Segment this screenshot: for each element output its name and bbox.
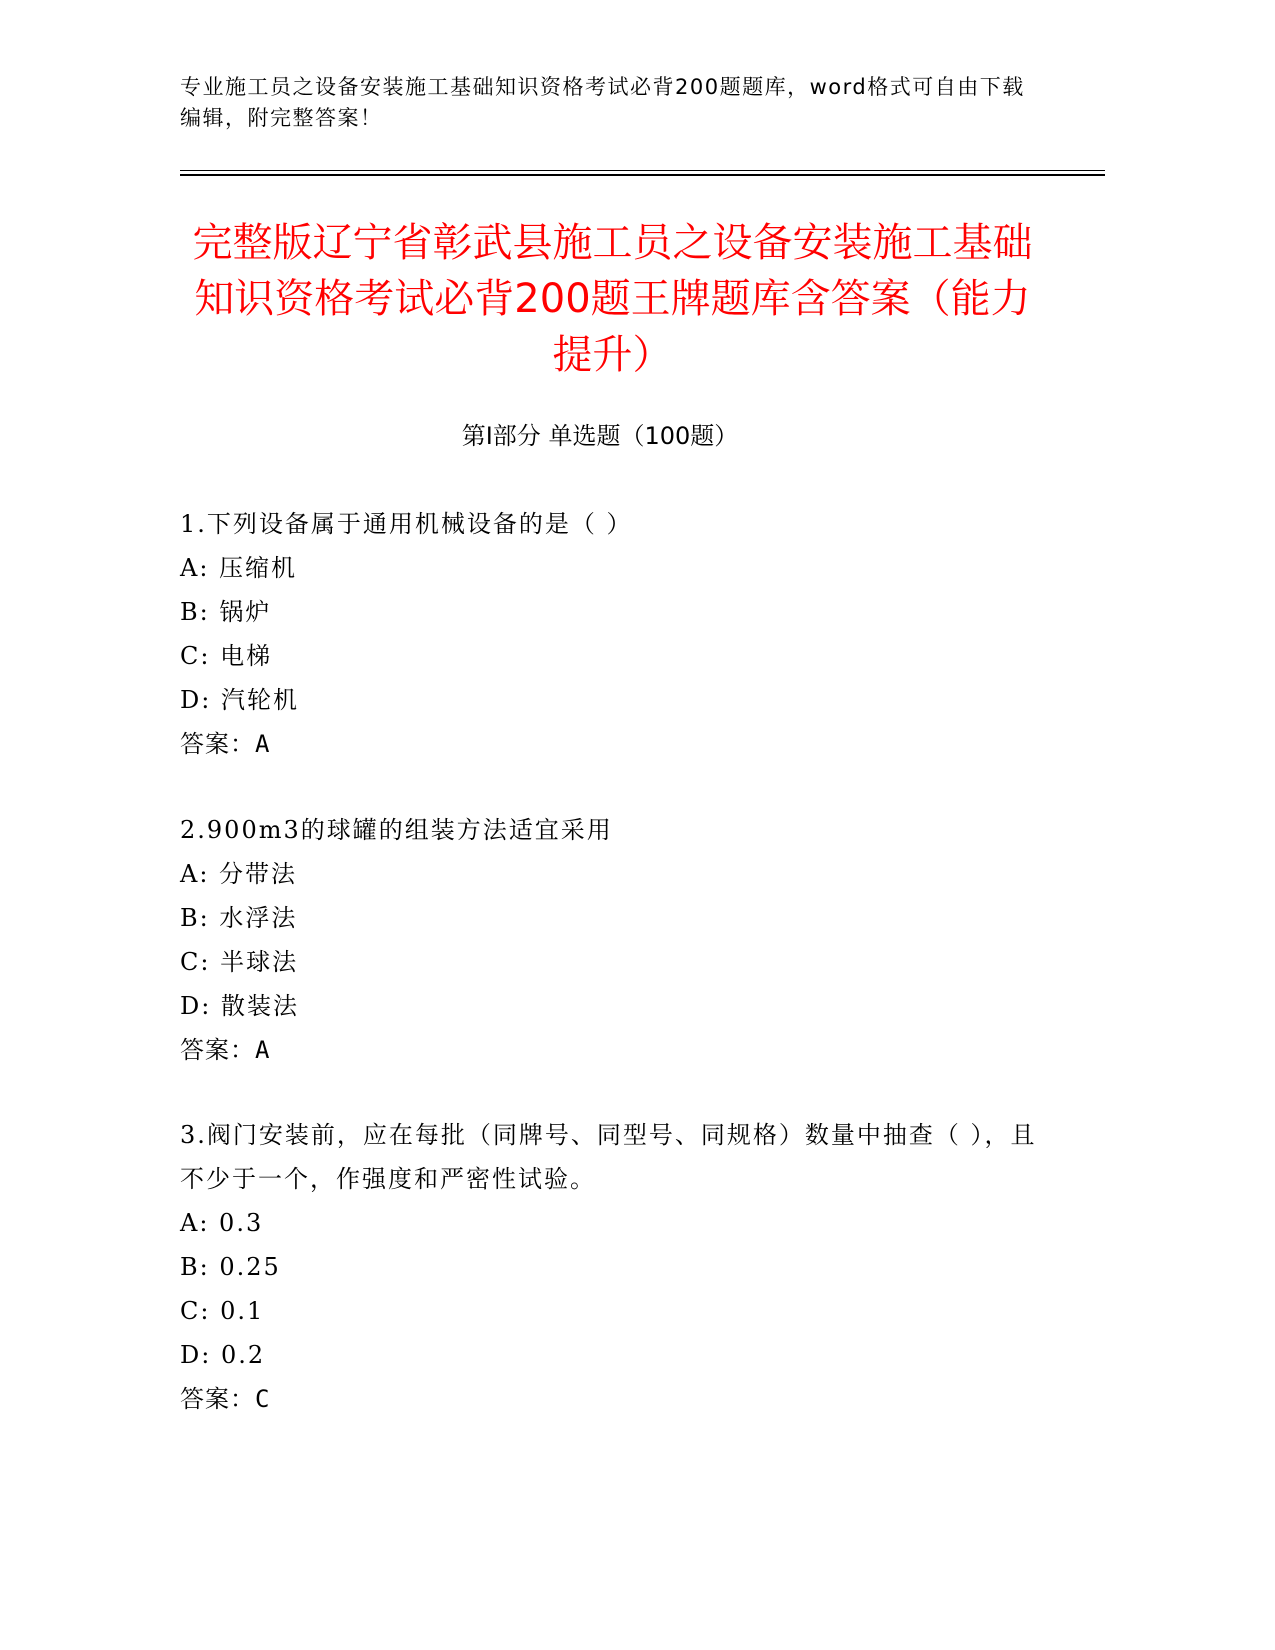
option-a: A: 分带法 — [180, 860, 298, 888]
question-stem: 2.900m3的球罐的组装方法适宜采用 — [180, 816, 613, 844]
answer-line — [180, 1028, 1040, 1072]
question-stem: 1.下列设备属于通用机械设备的是（ ） — [180, 510, 633, 538]
option-b: B: 水浮法 — [180, 904, 298, 932]
option-b: B: 锅炉 — [180, 598, 272, 626]
answer-value: A — [255, 1036, 271, 1064]
option-d: D: 散装法 — [180, 992, 299, 1020]
answer-label: 答案： — [180, 1385, 255, 1413]
option-c: C: 半球法 — [180, 948, 299, 976]
answer-label: 答案： — [180, 730, 255, 758]
header-divider — [180, 170, 1105, 176]
option-d: D: 汽轮机 — [180, 686, 299, 714]
answer-label: 答案： — [180, 1036, 255, 1064]
question-3 — [180, 1113, 1040, 1421]
header-note: 专业施工员之设备安装施工基础知识资格考试必背200题题库，word格式可自由下载编辑，附完整答案！ — [180, 75, 1025, 130]
answer-value: A — [255, 730, 271, 758]
section-title: 第Ⅰ部分 单选题（100题） — [461, 422, 739, 450]
option-b: B: 0.25 — [180, 1253, 281, 1281]
option-c: C: 0.1 — [180, 1297, 265, 1325]
answer-value: C — [255, 1385, 271, 1413]
question-stem: 3.阀门安装前，应在每批（同牌号、同型号、同规格）数量中抽查（ ），且不少于一个，作强度和严密性试验。 — [180, 1121, 1037, 1193]
question-1 — [180, 502, 1040, 766]
option-a: A: 压缩机 — [180, 554, 298, 582]
document-title: 完整版辽宁省彰武县施工员之设备安装施工基础知识资格考试必背200题王牌题库含答案（能力提升） — [192, 220, 1033, 378]
option-a: A: 0.3 — [180, 1209, 264, 1237]
question-2 — [180, 808, 1040, 1072]
answer-line — [180, 1377, 1040, 1421]
option-d: D: 0.2 — [180, 1341, 266, 1369]
option-c: C: 电梯 — [180, 642, 273, 670]
answer-line — [180, 722, 1040, 766]
